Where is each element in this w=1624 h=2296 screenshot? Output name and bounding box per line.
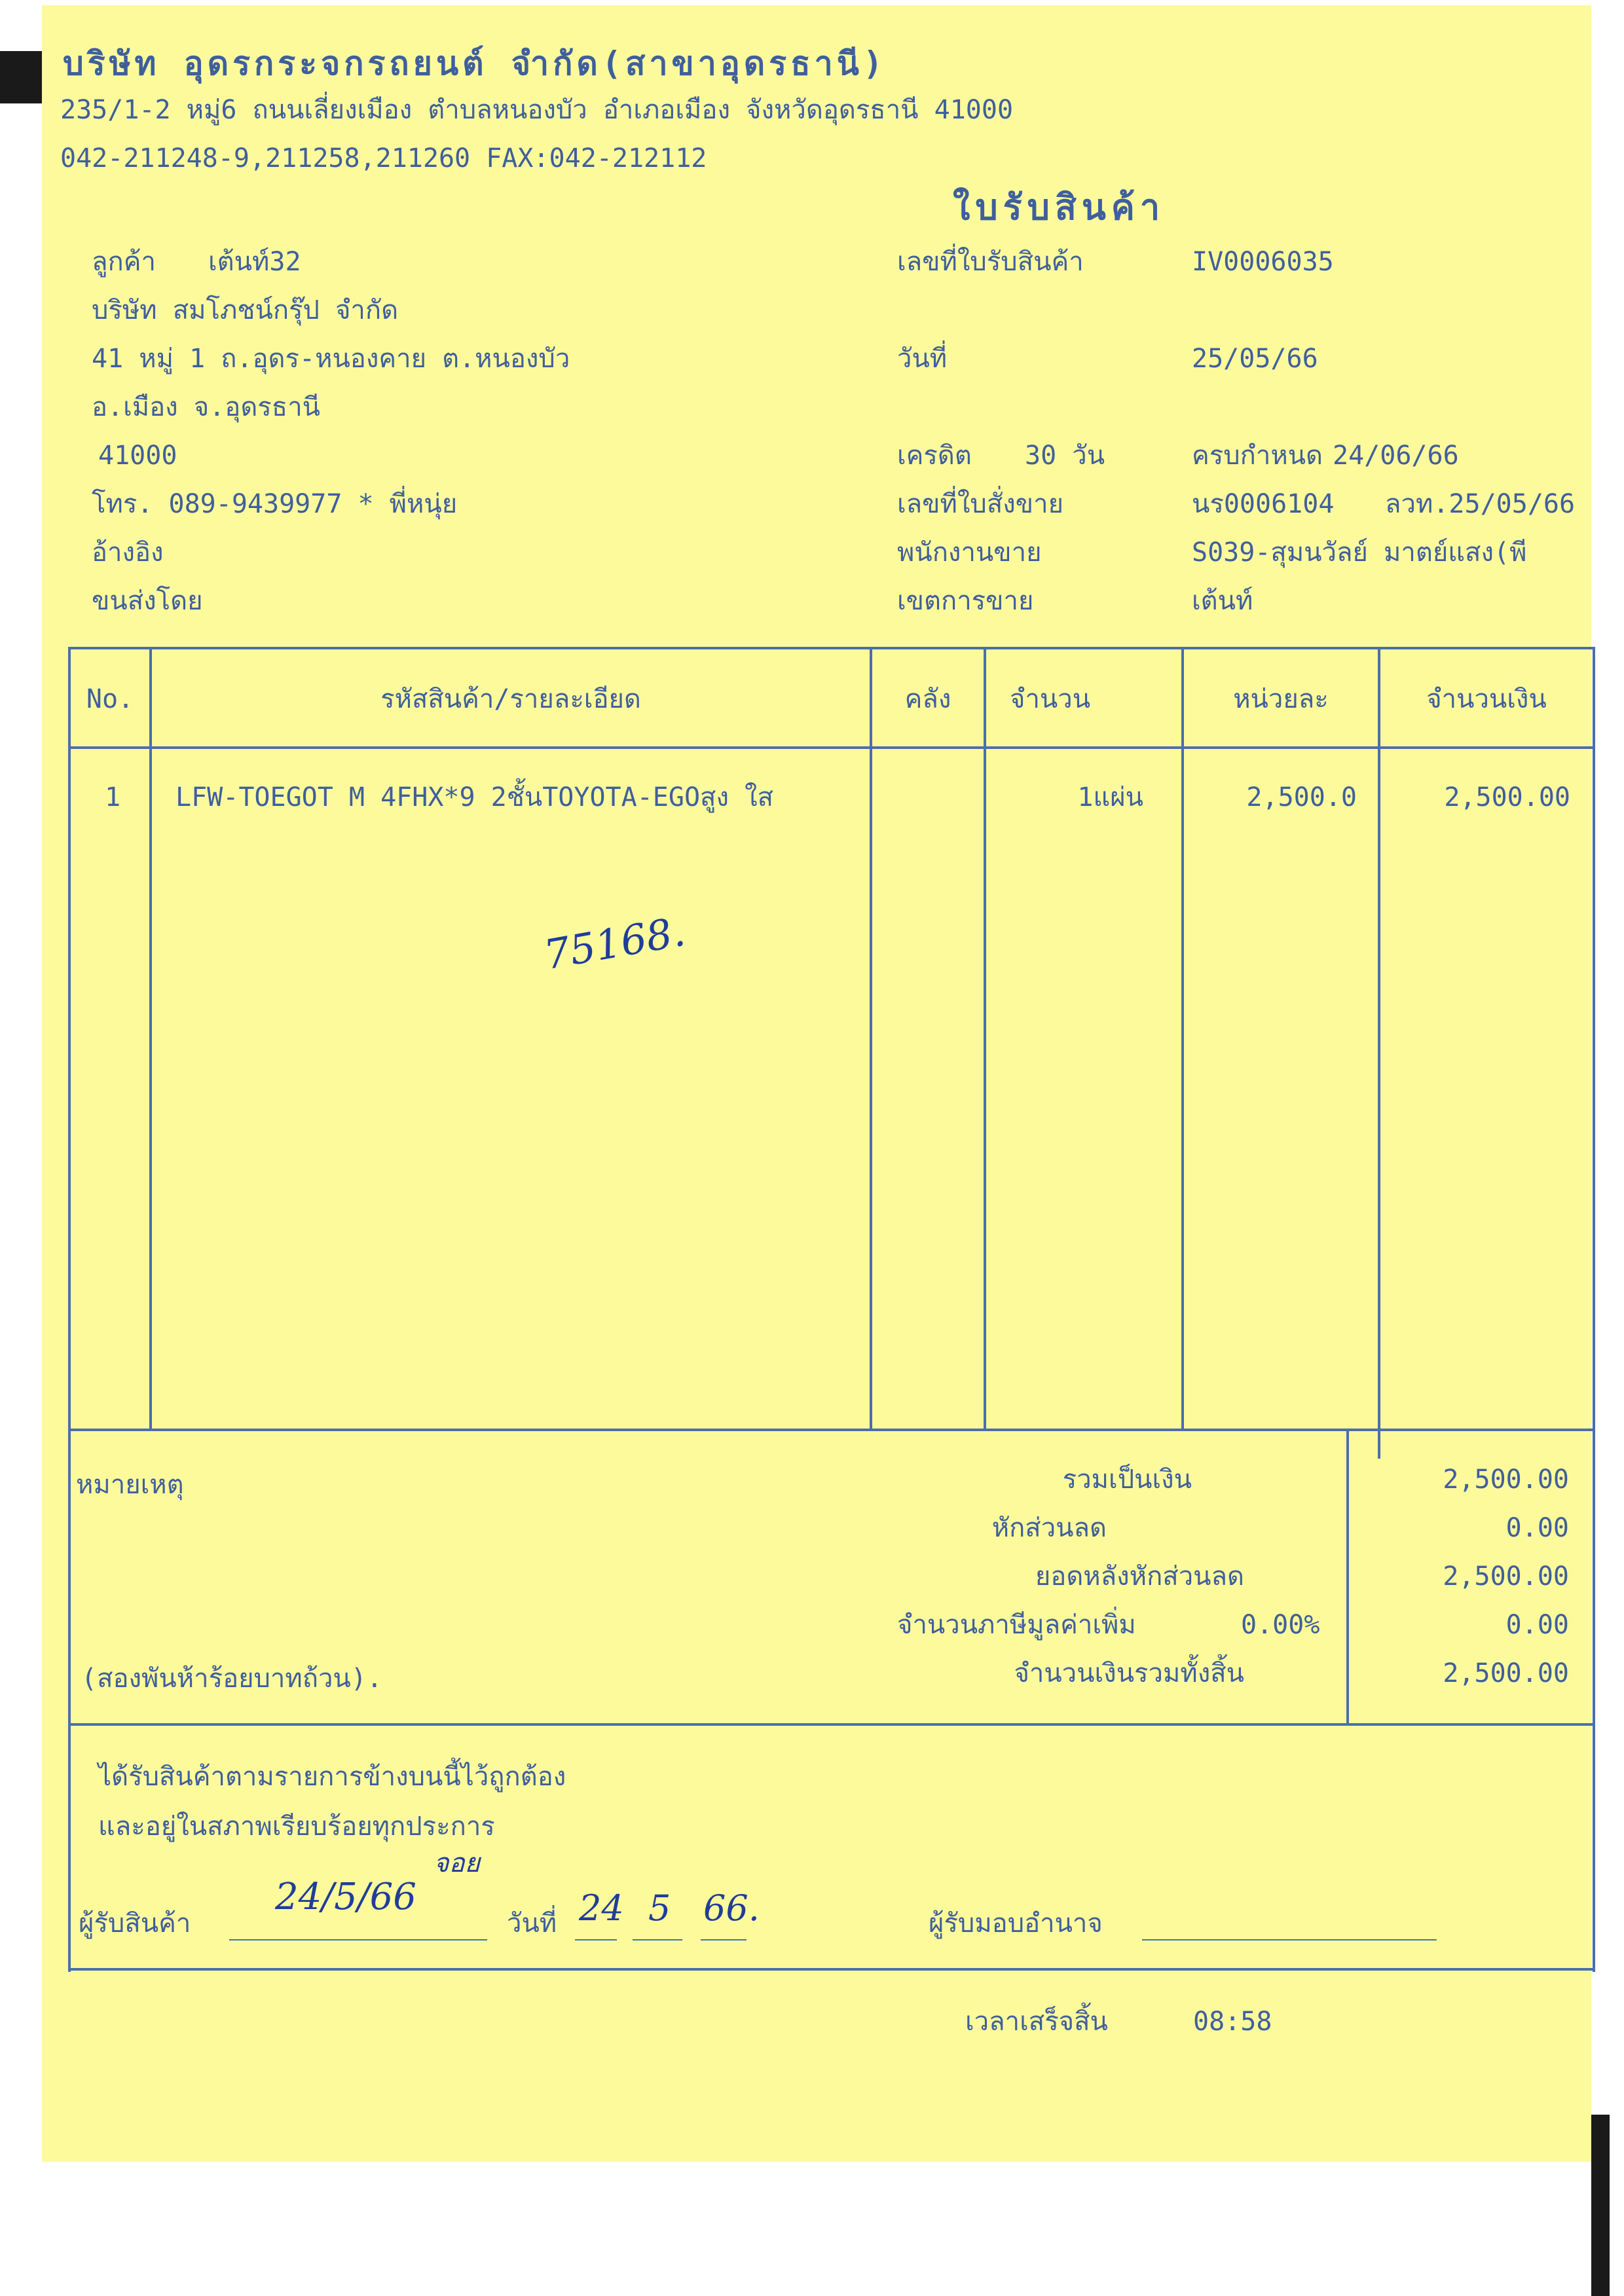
credit-label: เครดิต <box>897 441 972 471</box>
date-month-line <box>633 1939 682 1941</box>
finish-time-label: เวลาเสร็จสิ้น <box>965 2007 1108 2037</box>
company-name: บริษัท อุดรกระจกรถยนต์ จำกัด(สาขาอุดรธานี) <box>63 45 887 82</box>
receiver-label: ผู้รับสินค้า <box>79 1908 191 1939</box>
receipt-line-1: ได้รับสินค้าตามรายการข้างบนนี้ไว้ถูกต้อง <box>98 1762 566 1792</box>
header-unit-price: หน่วยละ <box>1233 684 1329 714</box>
sales-area-label: เขตการขาย <box>897 586 1034 616</box>
handwritten-month: 5 <box>648 1887 671 1929</box>
customer-postcode: 41000 <box>98 441 177 471</box>
discount-value: 0.00 <box>1505 1513 1569 1543</box>
customer-name: บริษัท สมโภชน์กรุ๊ป จำกัด <box>92 295 399 325</box>
row-1-amount: 2,500.00 <box>1444 782 1570 812</box>
scan-edge-left <box>0 51 42 103</box>
reference-label: อ้างอิง <box>92 538 164 568</box>
authorized-label: ผู้รับมอบอำนาจ <box>929 1908 1103 1939</box>
date-year-line <box>701 1939 747 1941</box>
table-top-border <box>68 647 1595 649</box>
col-divider-1 <box>149 647 152 1430</box>
discount-label: หักส่วนลด <box>991 1513 1107 1543</box>
signature-note: จอย <box>434 1848 480 1878</box>
document-title: ใบรับสินค้า <box>953 187 1166 228</box>
receiver-signature: 24/5/66 <box>275 1876 416 1918</box>
vat-rate: 0.00% <box>1241 1610 1320 1640</box>
date-day-line <box>575 1939 617 1941</box>
handwritten-day: 24 <box>579 1887 624 1929</box>
vat-value: 0.00 <box>1505 1610 1569 1640</box>
table-header-border <box>68 746 1595 749</box>
credit-days: 30 วัน <box>1025 441 1105 471</box>
header-amount: จำนวนเงิน <box>1426 684 1547 714</box>
shipped-by-label: ขนส่งโดย <box>92 586 203 616</box>
sales-area: เต้นท์ <box>1192 586 1253 616</box>
customer-address-1: 41 หมู่ 1 ถ.อุดร-หนองคาย ต.หนองบัว <box>92 344 570 374</box>
table-bottom-border <box>68 1429 1595 1431</box>
customer-label: ลูกค้า <box>92 247 156 277</box>
date-label: วันที่ <box>897 344 948 374</box>
subtotal-value: 2,500.00 <box>1443 1465 1569 1495</box>
col-divider-4 <box>1181 647 1184 1430</box>
salesperson: S039-สุมนวัลย์ มาตย์แสง(พี <box>1192 538 1527 568</box>
handwritten-note: 75168. <box>540 907 689 979</box>
after-discount-value: 2,500.00 <box>1443 1561 1569 1592</box>
table-left-border <box>68 647 71 1972</box>
grand-total-label: จำนวนเงินรวมทั้งสิ้น <box>1014 1658 1244 1688</box>
receiver-signature-line <box>229 1939 487 1941</box>
vat-label: จำนวนภาษีมูลค่าเพิ่ม <box>897 1610 1136 1640</box>
header-warehouse: คลัง <box>904 684 951 714</box>
summary-divider <box>1346 1430 1349 1724</box>
order-no: นร0006104 <box>1192 489 1335 519</box>
scan-edge-right <box>1591 2115 1610 2296</box>
order-date: ลวท.25/05/66 <box>1385 489 1576 519</box>
amount-in-words: (สองพันห้าร้อยบาทถ้วน). <box>81 1664 382 1694</box>
company-address: 235/1-2 หมู่6 ถนนเลี่ยงเมือง ตำบลหนองบัว อำเภอเมือง จังหวัดอุดรธานี 41000 <box>60 95 1014 125</box>
grand-total-value: 2,500.00 <box>1443 1658 1569 1688</box>
header-quantity: จำนวน <box>1010 684 1091 714</box>
customer-code: เต้นท์32 <box>208 247 301 277</box>
company-phone: 042-211248-9,211258,211260 FAX:042-212112 <box>60 143 707 173</box>
salesperson-label: พนักงานขาย <box>897 538 1042 568</box>
header-description: รหัสสินค้า/รายละเอียด <box>380 684 641 714</box>
table-right-border <box>1593 647 1595 1972</box>
row-1-description: LFW-TOEGOT M 4FHX*9 2ชั้นTOYOTA-EGOสูง ใส <box>175 782 774 812</box>
date-value: 25/05/66 <box>1192 344 1318 374</box>
col-divider-5 <box>1378 647 1380 1459</box>
due-date: 24/06/66 <box>1333 441 1459 471</box>
col-divider-3 <box>984 647 986 1430</box>
receipt-line-2: และอยู่ในสภาพเรียบร้อยทุกประการ <box>98 1812 495 1842</box>
receipt-bottom-border <box>68 1968 1595 1971</box>
subtotal-label: รวมเป็นเงิน <box>1062 1465 1192 1495</box>
customer-phone: โทร. 089-9439977 * พี่หนุ่ย <box>92 489 458 519</box>
customer-address-2: อ.เมือง จ.อุดรธานี <box>92 392 321 422</box>
receipt-no: IV0006035 <box>1192 247 1334 277</box>
authorized-signature-line <box>1142 1939 1437 1941</box>
summary-bottom-border <box>68 1723 1595 1726</box>
receipt-date-label: วันที่ <box>507 1908 557 1939</box>
order-no-label: เลขที่ใบสั่งขาย <box>897 489 1064 519</box>
remark-label: หมายเหตุ <box>76 1470 184 1500</box>
col-divider-2 <box>870 647 872 1430</box>
receipt-no-label: เลขที่ใบรับสินค้า <box>897 247 1084 277</box>
row-1-unit-price: 2,500.0 <box>1246 782 1357 812</box>
row-1-quantity: 1แผ่น <box>1077 782 1143 812</box>
row-1-no: 1 <box>105 782 121 812</box>
header-no: No. <box>86 684 134 714</box>
due-label: ครบกำหนด <box>1192 441 1323 471</box>
handwritten-year: 66. <box>703 1887 760 1929</box>
after-discount-label: ยอดหลังหักส่วนลด <box>1035 1561 1244 1592</box>
finish-time: 08:58 <box>1193 2007 1272 2037</box>
